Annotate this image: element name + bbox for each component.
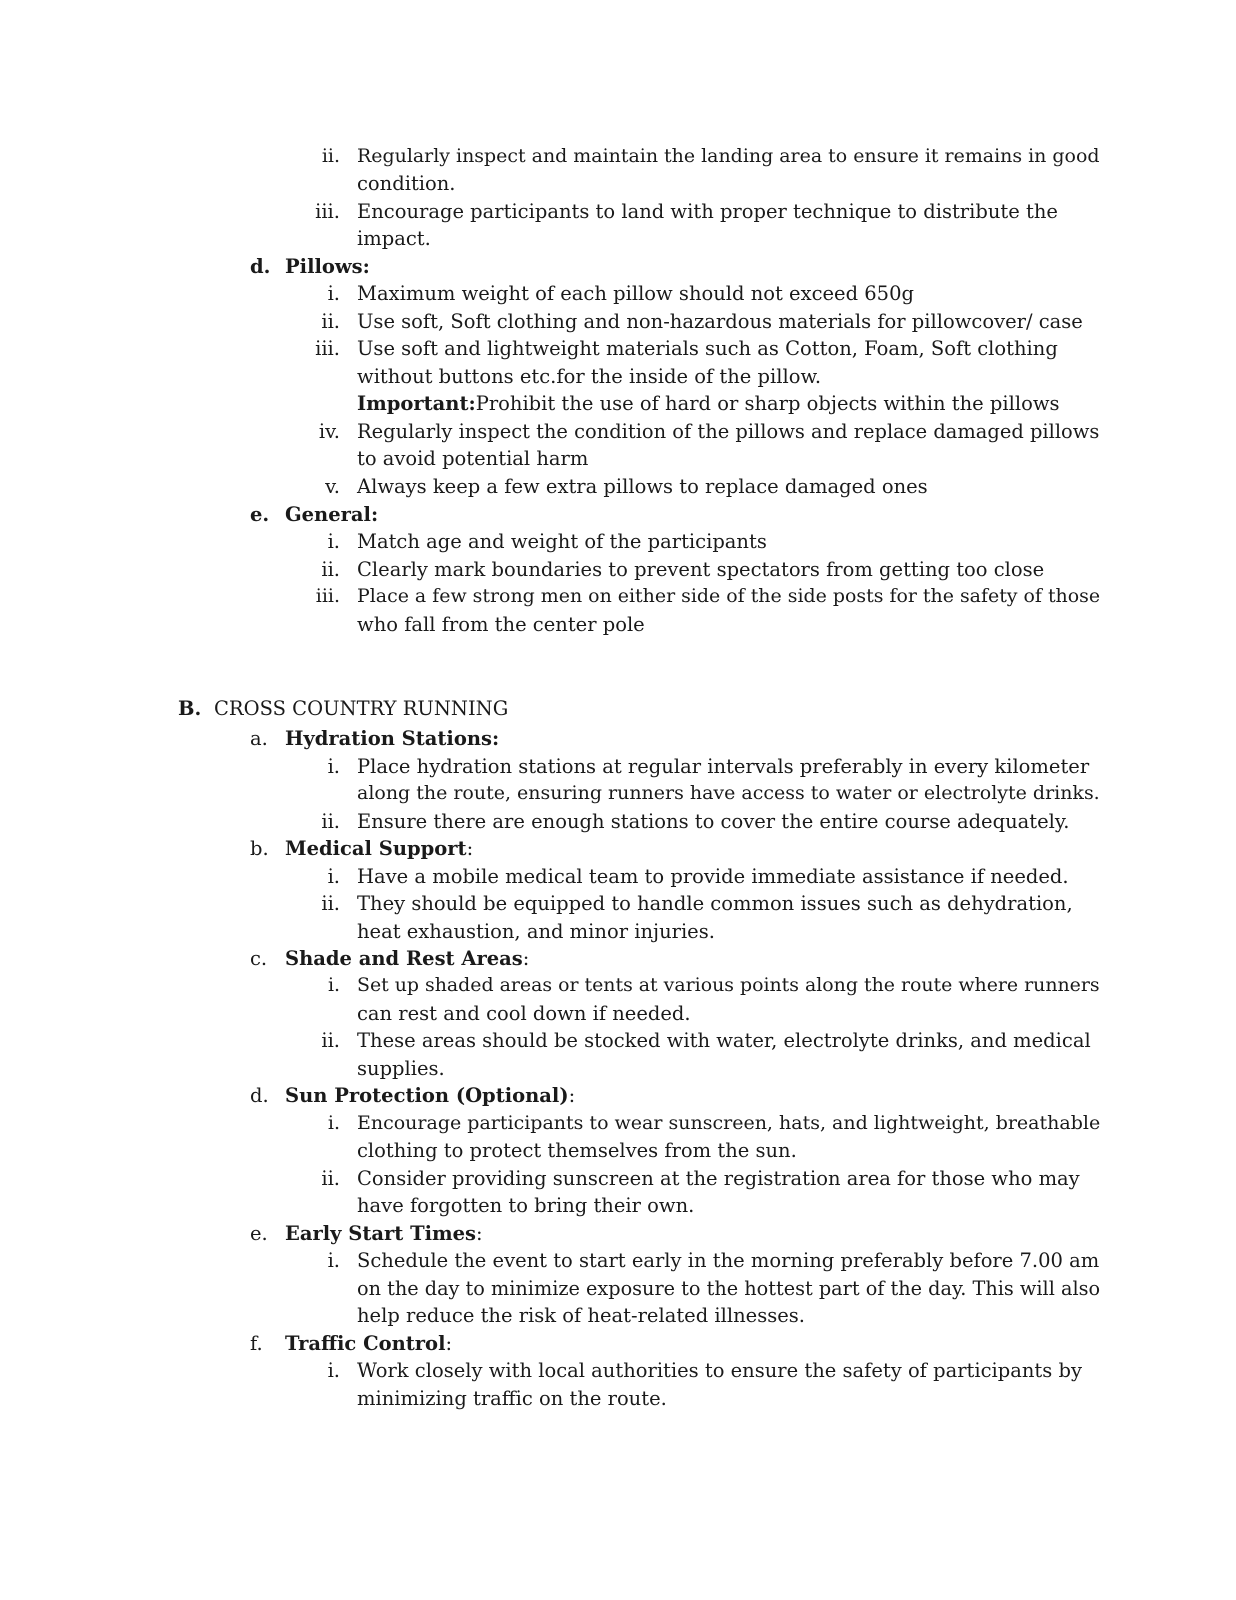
subsection-title: Hydration Stations: [285, 727, 500, 750]
item-text-continued: along the route, ensuring runners have access to water or electrolyte drinks. [357, 782, 1100, 804]
important-label: Important: [357, 392, 476, 415]
subsection-letter: e. [250, 503, 270, 526]
item-text: Encourage participants to wear sunscreen, hats, and lightweight, breathable [357, 1112, 1101, 1134]
item-text-continued: impact. [357, 227, 431, 250]
item-text-continued: help reduce the risk of heat-related illnesses. [357, 1304, 805, 1327]
subsection-title: General: [285, 503, 379, 526]
item-text: Regularly inspect the condition of the pillows and replace damaged pillows [357, 420, 1100, 443]
item-text-continued: have forgotten to bring their own. [357, 1194, 695, 1217]
section-title: CROSS COUNTRY RUNNING [214, 697, 509, 720]
subsection-suffix: : [522, 947, 530, 970]
item-text: Work closely with local authorities to ensure the safety of participants by [357, 1359, 1082, 1382]
item-text: Regularly inspect and maintain the landing area to ensure it remains in good [357, 145, 1100, 167]
item-text: Have a mobile medical team to provide immediate assistance if needed. [357, 865, 1069, 888]
subsection-letter: f. [250, 1332, 263, 1355]
item-text: Encourage participants to land with proper technique to distribute the [357, 200, 1058, 223]
item-text: Clearly mark boundaries to prevent spectators from getting too close [357, 558, 1045, 581]
item-numeral: ii. [321, 558, 340, 581]
subsection-letter: e. [250, 1222, 268, 1245]
item-numeral: i. [327, 1359, 340, 1382]
subsection-title: Medical Support [285, 837, 467, 860]
item-text-continued: heat exhaustion, and minor injuries. [357, 920, 715, 943]
subsection-letter: d. [250, 1084, 269, 1107]
item-text-continued: without buttons etc.for the inside of the pillow. [357, 365, 822, 388]
item-numeral: iii. [315, 200, 340, 223]
subsection-letter: b. [250, 837, 269, 860]
subsection-title: Early Start Times [285, 1222, 477, 1245]
item-numeral: ii. [321, 310, 340, 333]
important-note [357, 390, 1060, 418]
item-text: Place hydration stations at regular intervals preferably in every kilometer [357, 755, 1090, 778]
item-numeral: i. [327, 865, 340, 888]
item-numeral: i. [327, 530, 340, 553]
subsection-title: Sun Protection (Optional) [285, 1084, 569, 1107]
item-text: Use soft and lightweight materials such as Cotton, Foam, Soft clothing [357, 337, 1058, 360]
item-text: These areas should be stocked with water, electrolyte drinks, and medical [357, 1029, 1091, 1052]
item-text-continued: on the day to minimize exposure to the hottest part of the day. This will also [357, 1277, 1101, 1300]
item-text: Ensure there are enough stations to cover the entire course adequately. [357, 810, 1070, 833]
item-text-continued: condition. [357, 172, 456, 195]
item-text: Consider providing sunscreen at the registration area for those who may [357, 1167, 1080, 1190]
item-numeral: i. [327, 755, 340, 778]
item-numeral: i. [327, 1249, 340, 1272]
subsection-letter: c. [250, 947, 268, 970]
subsection-letter: d. [250, 255, 271, 278]
item-numeral: ii. [321, 145, 340, 167]
item-numeral: iv. [318, 420, 340, 443]
item-text: Schedule the event to start early in the morning preferably before 7.00 am [357, 1249, 1100, 1272]
item-numeral: v. [325, 475, 340, 498]
item-numeral: i. [327, 282, 340, 305]
item-text-continued: can rest and cool down if needed. [357, 1002, 691, 1025]
subsection-suffix: : [476, 1222, 483, 1245]
item-text-continued: clothing to protect themselves from the sun. [357, 1139, 797, 1162]
item-numeral: ii. [321, 1029, 340, 1052]
item-numeral: i. [327, 974, 340, 996]
item-numeral: ii. [321, 1167, 340, 1190]
item-text: Place a few strong men on either side of the side posts for the safety of those [357, 585, 1101, 607]
item-numeral: iii. [315, 585, 340, 607]
item-text-continued: supplies. [357, 1057, 445, 1080]
subsection-title: Shade and Rest Areas [285, 947, 523, 970]
important-text: Prohibit the use of hard or sharp objects within the pillows [475, 392, 1060, 415]
subsection-suffix: : [568, 1084, 576, 1107]
subsection-title: Traffic Control [285, 1332, 446, 1355]
item-numeral: ii. [321, 892, 340, 915]
subsection-letter: a. [250, 727, 268, 750]
section-letter: B. [178, 697, 202, 720]
item-numeral: iii. [315, 337, 340, 360]
item-numeral: ii. [321, 810, 340, 833]
item-text-continued: who fall from the center pole [357, 613, 645, 636]
subsection-suffix: : [466, 837, 474, 860]
item-text: Maximum weight of each pillow should not exceed 650g [357, 282, 914, 305]
item-text: Match age and weight of the participants [357, 530, 767, 553]
item-numeral: i. [327, 1112, 340, 1134]
item-text: They should be equipped to handle common issues such as dehydration, [357, 892, 1073, 915]
item-text-continued: minimizing traffic on the route. [357, 1387, 667, 1410]
item-text: Always keep a few extra pillows to replace damaged ones [357, 475, 928, 498]
subsection-suffix: : [445, 1332, 453, 1355]
item-text: Use soft, Soft clothing and non-hazardous materials for pillowcover/ case [357, 310, 1083, 333]
item-text-continued: to avoid potential harm [357, 447, 589, 470]
subsection-title: Pillows: [285, 255, 370, 278]
item-text: Set up shaded areas or tents at various points along the route where runners [357, 974, 1100, 996]
